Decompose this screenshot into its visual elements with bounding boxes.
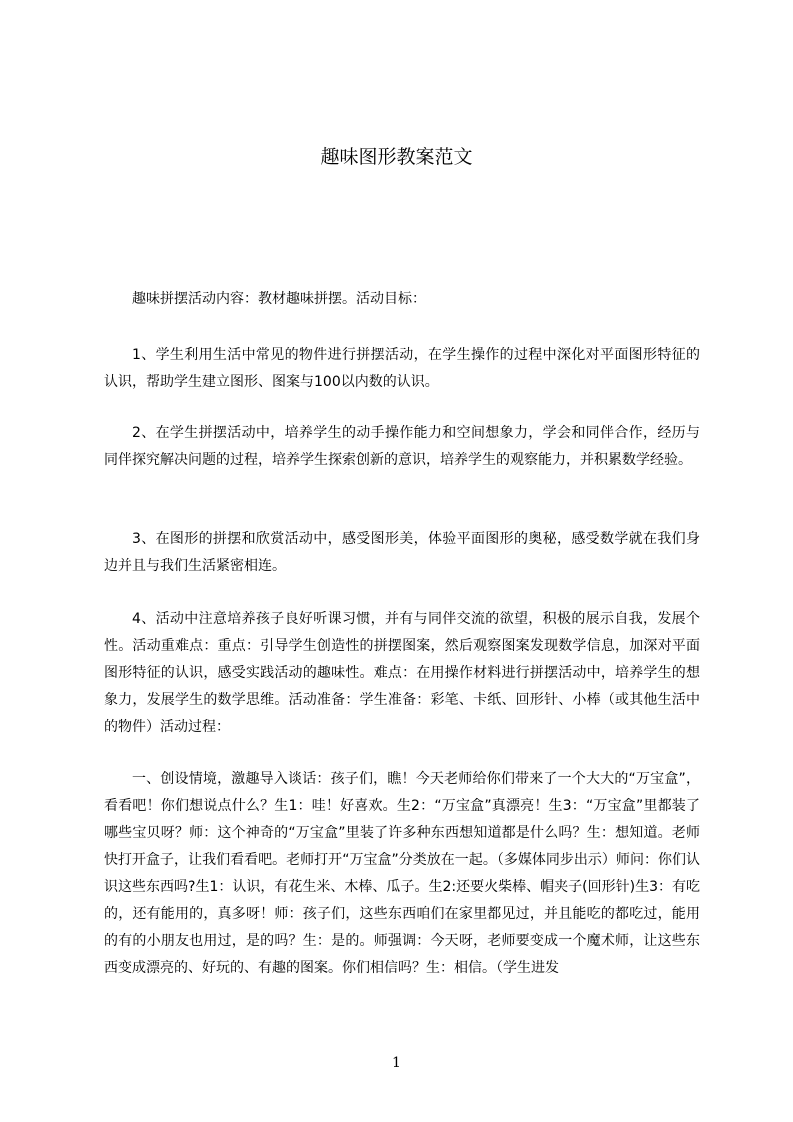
goal-paragraph-3: 3、在图形的拼摆和欣赏活动中，感受图形美，体验平面图形的奥秘，感受数学就在我们身边并且与我们生活紧密相连。 (104, 531, 700, 574)
goal-paragraph-4: 4、活动中注意培养孩子良好听课习惯，并有与同伴交流的欲望，积极的展示自我，发展个性。活动重难点：重点：引导学生创造性的拼摆图案，然后观察图案发现数学信息，加深对平面图形特征的认识，感受实践活动的趣味性。难点：在用操作材料进行拼摆活动中，培养学生的想象力，发展学生的数学思维。活动准备：学生准备：彩笔、卡纸、回形针、小棒（或其他生活中的物件）活动过程： (104, 611, 700, 735)
document-title: 趣味图形教案范文 (320, 146, 473, 168)
page-number: 1 (392, 1055, 401, 1071)
goal-paragraph-2: 2、在学生拼摆活动中，培养学生的动手操作能力和空间想象力，学会和同伴合作，经历与同伴探究解决问题的过程，培养学生探索创新的意识，培养学生的观察能力，并积累数学经验。 (104, 425, 700, 468)
intro-paragraph: 趣味拼摆活动内容：教材趣味拼摆。活动目标： (132, 291, 426, 307)
goal-paragraph-1: 1、学生利用生活中常见的物件进行拼摆活动，在学生操作的过程中深化对平面图形特征的认识，帮助学生建立图形、图案与100以内数的认识。 (104, 347, 700, 390)
process-paragraph: 一、创设情境，激趣导入谈话：孩子们，瞧！今天老师给你们带来了一个大大的“万宝盒”，看看吧！你们想说点什么？生1：哇！好喜欢。生2：“万宝盒”真漂亮！生3：“万宝盒”里都装了哪些宝贝呀？师：这个神奇的“万宝盒”里装了许多种东西想知道都是什么吗？生：想知道。老师快打开盒子，让我们看看吧。老师打开“万宝盒”分类放在一起。（多媒体同步出示）师问：你们认识这些东西吗?生1：认识，有花生米、木棒、瓜子。生2:还要火柴棒、帽夹子(回形针)生3：有吃的，还有能用的，真多呀！师：孩子们，这些东西咱们在家里都见过，并且能吃的都吃过，能用的有的小朋友也用过，是的吗？生：是的。师强调：今天呀，老师要变成一个魔术师，让这些东西变成漂亮的、好玩的、有趣的图案。你们相信吗？生：相信。（学生进发 (104, 771, 700, 976)
